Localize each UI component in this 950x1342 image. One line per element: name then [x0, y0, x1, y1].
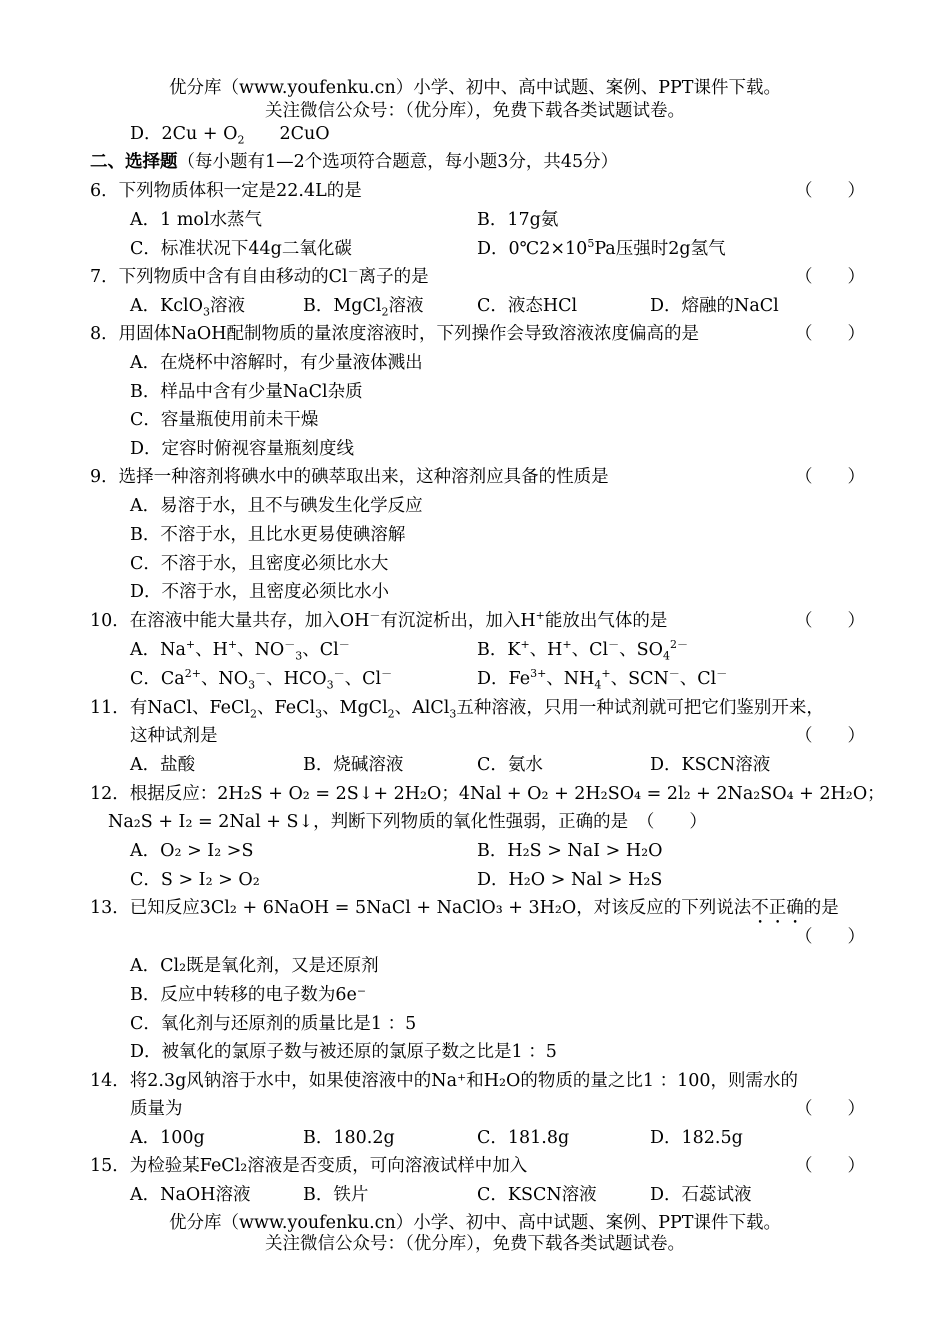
q8-stem: 8．用固体NaOH配制物质的量浓度溶液时，下列操作会导致溶液浓度偏高的是 [90, 324, 699, 344]
q10-option-d: D．$Fe^{3+}$、$NH_4^+$、SCN－、Cl－ [477, 667, 728, 692]
q7-answer-paren: （ ） [795, 267, 865, 287]
header-line-1: 优分库（www.youfenku.cn）小学、初中、高中试题、案例、PPT课件下载。 [169, 78, 781, 98]
q15-option-d: D．石蕊试液 [650, 1185, 752, 1205]
q11-answer-paren: （ ） [795, 726, 865, 746]
q11-stem-line-2: 这种试剂是 [130, 726, 218, 746]
q11-option-a: A．盐酸 [130, 755, 196, 775]
q14-option-d: D．182.5g [650, 1128, 743, 1148]
q6-option-c: C．标准状况下44g二氧化碳 [130, 239, 352, 259]
q13-option-c: C．氧化剂与还原剂的质量比是1 ：5 [130, 1014, 417, 1034]
q13-answer-paren: （ ） [795, 927, 865, 947]
q12-option-d: D．H₂O > Nal > H₂S [477, 870, 663, 890]
q10-answer-paren: （ ） [795, 611, 865, 631]
q8-option-a: A．在烧杯中溶解时，有少量液体溅出 [130, 353, 423, 373]
q9-option-c: C．不溶于水，且密度必须比水大 [130, 554, 389, 574]
section-title: 二、选择题 [90, 152, 178, 172]
q8-option-b: B．样品中含有少量NaCl杂质 [130, 382, 363, 402]
q6-option-d: D．$0℃2\times 10^5Pa$压强时2g氢气 [477, 237, 726, 259]
q9-answer-paren: （ ） [795, 467, 865, 487]
q9-option-a: A．易溶于水，且不与碘发生化学反应 [130, 496, 423, 516]
section-note: （每小题有1—2个选项符合题意，每小题3分，共45分） [177, 152, 619, 172]
q12-option-b: B．H₂S > NaI > H₂O [477, 841, 663, 861]
header-line-2: 关注微信公众号：（优分库），免费下载各类试题试卷。 [265, 101, 685, 121]
q15-answer-paren: （ ） [795, 1156, 865, 1176]
q11-option-b: B．烧碱溶液 [303, 755, 404, 775]
q7-option-a: A．KclO$_3$溶液 [130, 296, 245, 319]
q8-option-d: D．定容时俯视容量瓶刻度线 [130, 439, 355, 459]
q11-option-c: C．氨水 [477, 755, 543, 775]
q14-option-b: B．180.2g [303, 1128, 395, 1148]
q15-option-a: A．NaOH溶液 [130, 1185, 251, 1205]
q6-stem: 6．下列物质体积一定是22.4L的是 [90, 181, 362, 201]
q7-option-d: D．熔融的NaCl [650, 296, 779, 316]
q11-stem-line-1: 11．有NaCl、FeCl$_2$、FeCl$_3$、MgCl$_2$、AlCl$_3$五种溶液，只用一种试剂就可把它们鉴别开来， [90, 698, 824, 721]
q15-option-b: B．铁片 [303, 1185, 369, 1205]
q14-answer-paren: （ ） [795, 1099, 865, 1119]
q10-option-a: A．Na+、H+、$NO^-_3$、Cl－ [130, 638, 350, 663]
q12-option-c: C．S > I₂ > O₂ [130, 870, 260, 890]
q15-option-c: C．KSCN溶液 [477, 1185, 597, 1205]
q9-stem: 9．选择一种溶剂将碘水中的碘萃取出来，这种溶剂应具备的性质是 [90, 467, 609, 487]
q14-stem-line-2: 质量为 [130, 1099, 183, 1119]
q10-option-b: B．K+、H+、Cl－、$SO_4^{2-}$ [477, 638, 688, 663]
q6-answer-paren: （ ） [795, 181, 865, 201]
q12-stem-line-1: 12．根据反应：2H₂S + O₂ = 2S↓+ 2H₂O；4Nal + O₂ + 2H₂SO₄ = 2l₂ + 2Na₂SO₄ + 2H₂O； [90, 784, 885, 804]
q14-stem-line-1: 14．将2.3g风钠溶于水中，如果使溶液中的Na⁺和H₂O的物质的量之比1 ：100，则需水的 [90, 1071, 799, 1091]
q7-option-c: C．液态HCl [477, 296, 578, 316]
section-heading [90, 151, 618, 173]
q7-option-b: B．MgCl$_2$溶液 [303, 296, 424, 319]
q6-option-b: B．17g氨 [477, 210, 559, 230]
q13-option-a: A．Cl₂既是氧化剂，又是还原剂 [130, 956, 379, 976]
q7-stem: 7．下列物质中含有自由移动的Cl－离子的是 [90, 265, 429, 287]
q14-option-a: A．100g [130, 1128, 205, 1148]
q13-emphasis: 不正确 [751, 898, 804, 918]
q12-stem-line-2: Na₂S + I₂ = 2Nal + S↓，判断下列物质的氧化性强弱，正确的是 （ ） [108, 812, 707, 832]
q9-option-d: D．不溶于水，且密度必须比水小 [130, 582, 390, 602]
q8-option-c: C．容量瓶使用前未干燥 [130, 410, 319, 430]
q15-stem: 15．为检验某FeCl₂溶液是否变质，可向溶液试样中加入 [90, 1156, 528, 1176]
q9-option-b: B．不溶于水，且比水更易使碘溶解 [130, 525, 406, 545]
carry-over-option-d: D．$2Cu + O_2$ 2CuO [130, 124, 330, 147]
q8-answer-paren: （ ） [795, 324, 865, 344]
q6-option-a: A．1 mol水蒸气 [130, 210, 263, 230]
q13-option-d: D．被氧化的氯原子数与被还原的氯原子数之比是1 ：5 [130, 1042, 557, 1062]
q11-option-d: D．KSCN溶液 [650, 755, 771, 775]
q14-option-c: C．181.8g [477, 1128, 570, 1148]
q13-stem: 13．已知反应3Cl₂ + 6NaOH = 5NaCl + NaClO₃ + 3H₂O，对该反应的下列说法不正确的是 [90, 898, 839, 918]
q10-stem: 10．在溶液中能大量共存，加入OH－有沉淀析出，加入H+能放出气体的是 [90, 609, 668, 631]
q12-option-a: A．O₂ > I₂ >S [130, 841, 254, 861]
footer-line-1: 优分库（www.youfenku.cn）小学、初中、高中试题、案例、PPT课件下载。 [169, 1213, 781, 1233]
q13-option-b: B．反应中转移的电子数为6e⁻ [130, 985, 367, 1005]
footer-line-2: 关注微信公众号：（优分库），免费下载各类试题试卷。 [265, 1234, 685, 1254]
q10-option-c: C．$Ca^{2+}$、$NO_3^-$、$HCO_3^-$、Cl－ [130, 667, 393, 692]
